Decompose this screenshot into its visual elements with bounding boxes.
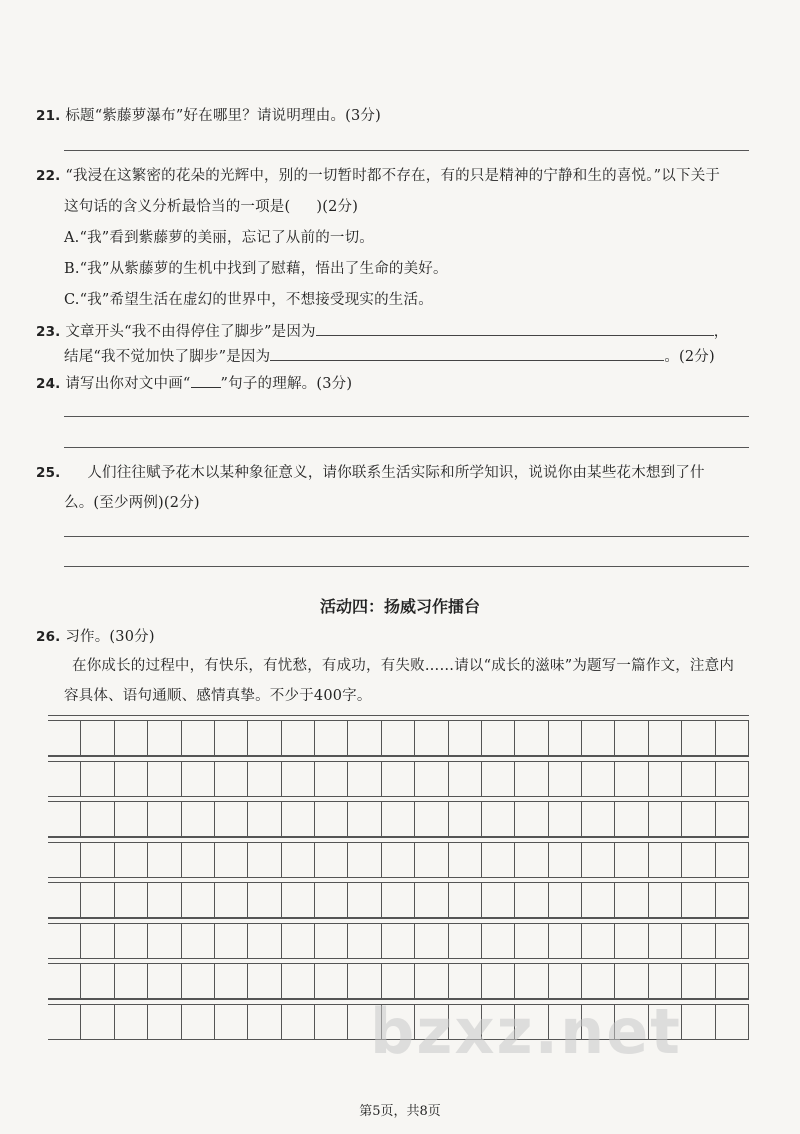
grid-cell[interactable] xyxy=(415,762,448,796)
grid-cell[interactable] xyxy=(716,1005,749,1039)
grid-cell[interactable] xyxy=(115,843,148,877)
grid-cell[interactable] xyxy=(81,802,114,836)
grid-cell[interactable] xyxy=(115,1005,148,1039)
grid-cell[interactable] xyxy=(615,762,648,796)
grid-cell[interactable] xyxy=(482,762,515,796)
grid-cell[interactable] xyxy=(148,843,181,877)
question-number: 25. xyxy=(36,465,61,481)
grid-cell[interactable] xyxy=(282,843,315,877)
grid-cell[interactable] xyxy=(682,883,715,917)
grid-cell[interactable] xyxy=(382,762,415,796)
grid-cell[interactable] xyxy=(215,924,248,958)
grid-cell[interactable] xyxy=(115,762,148,796)
underline-marker xyxy=(191,375,221,388)
section-title: 活动四：扬威习作擂台 xyxy=(319,597,480,616)
grid-cell[interactable] xyxy=(248,883,281,917)
grid-cell[interactable] xyxy=(315,964,348,998)
grid-cell[interactable] xyxy=(382,883,415,917)
grid-cell[interactable] xyxy=(449,802,482,836)
grid-cell[interactable] xyxy=(482,843,515,877)
grid-cell[interactable] xyxy=(449,924,482,958)
grid-cell[interactable] xyxy=(515,762,548,796)
question-text: 人们往往赋予花木以某种象征意义，请你联系生活实际和所学知识，说说你由某些花木想到了什 xyxy=(87,465,705,481)
grid-row-separator xyxy=(48,796,749,797)
question-number: 24. xyxy=(36,376,61,392)
grid-row xyxy=(48,720,749,756)
grid-cell[interactable] xyxy=(582,762,615,796)
grid-row xyxy=(48,963,749,999)
grid-cell[interactable] xyxy=(515,721,548,755)
grid-cell[interactable] xyxy=(415,883,448,917)
grid-cell[interactable] xyxy=(582,924,615,958)
grid-cell[interactable] xyxy=(248,843,281,877)
grid-cell[interactable] xyxy=(215,1005,248,1039)
grid-cell[interactable] xyxy=(315,883,348,917)
question-text: 这句话的含义分析最恰当的一项是( xyxy=(64,199,291,215)
grid-cell[interactable] xyxy=(649,802,682,836)
grid-cell[interactable] xyxy=(348,843,381,877)
grid-cell[interactable] xyxy=(282,762,315,796)
option-c[interactable]: C.“我”希望生活在虚幻的世界中，不想接受现实的生活。 xyxy=(64,292,433,308)
grid-row xyxy=(48,801,749,837)
grid-cell[interactable] xyxy=(182,721,215,755)
grid-cell[interactable] xyxy=(615,802,648,836)
question-text: 文章开头“我不由得停住了脚步”是因为 xyxy=(65,324,316,340)
grid-cell[interactable] xyxy=(248,964,281,998)
grid-cell[interactable] xyxy=(48,924,81,958)
question-22 xyxy=(36,166,720,186)
grid-cell[interactable] xyxy=(716,762,749,796)
grid-cell[interactable] xyxy=(382,843,415,877)
grid-cell[interactable] xyxy=(449,762,482,796)
grid-cell[interactable] xyxy=(182,924,215,958)
grid-cell[interactable] xyxy=(48,843,81,877)
grid-cell[interactable] xyxy=(215,762,248,796)
grid-cell[interactable] xyxy=(148,762,181,796)
grid-cell[interactable] xyxy=(682,843,715,877)
grid-cell[interactable] xyxy=(348,964,381,998)
grid-cell[interactable] xyxy=(449,721,482,755)
grid-cell[interactable] xyxy=(81,762,114,796)
grid-cell[interactable] xyxy=(115,964,148,998)
grid-row-separator xyxy=(48,918,749,919)
page-footer: 第5页，共8页 xyxy=(359,1104,441,1119)
grid-cell[interactable] xyxy=(415,964,448,998)
grid-cell[interactable] xyxy=(48,762,81,796)
grid-cell[interactable] xyxy=(682,762,715,796)
grid-cell[interactable] xyxy=(248,762,281,796)
prompt-line1: 在你成长的过程中，有快乐，有忧愁，有成功，有失败……请以“成长的滋味”为题写一篇作文，注意内 xyxy=(72,658,735,674)
grid-cell[interactable] xyxy=(81,843,114,877)
grid-cell[interactable] xyxy=(48,964,81,998)
watermark: bzxz.net xyxy=(370,995,682,1068)
grid-cell[interactable] xyxy=(649,721,682,755)
grid-cell[interactable] xyxy=(515,924,548,958)
question-23-line2 xyxy=(64,346,715,367)
grid-cell[interactable] xyxy=(682,1005,715,1039)
grid-cell[interactable] xyxy=(549,924,582,958)
question-24 xyxy=(36,374,352,394)
question-text: 标题“紫藤萝瀑布”好在哪里？请说明理由。(3分) xyxy=(65,108,381,124)
grid-cell[interactable] xyxy=(248,1005,281,1039)
grid-cell[interactable] xyxy=(315,843,348,877)
question-number: 21. xyxy=(36,108,61,124)
grid-cell[interactable] xyxy=(215,964,248,998)
question-score: 。(2分) xyxy=(664,349,715,365)
grid-cell[interactable] xyxy=(115,883,148,917)
grid-cell[interactable] xyxy=(615,721,648,755)
question-number: 26. xyxy=(36,629,61,645)
grid-cell[interactable] xyxy=(382,924,415,958)
grid-cell[interactable] xyxy=(148,924,181,958)
grid-row-separator xyxy=(48,877,749,878)
grid-cell[interactable] xyxy=(682,802,715,836)
grid-cell[interactable] xyxy=(482,964,515,998)
grid-cell[interactable] xyxy=(215,721,248,755)
question-score: )(2分) xyxy=(316,199,359,215)
grid-cell[interactable] xyxy=(215,883,248,917)
question-text: “我浸在这繁密的花朵的光辉中，别的一切暂时都不存在，有的只是精神的宁静和生的喜悦。”以下关于 xyxy=(65,168,721,184)
grid-cell[interactable] xyxy=(716,964,749,998)
grid-cell[interactable] xyxy=(315,762,348,796)
grid-cell[interactable] xyxy=(649,762,682,796)
grid-cell[interactable] xyxy=(515,964,548,998)
grid-cell[interactable] xyxy=(716,924,749,958)
grid-cell[interactable] xyxy=(148,883,181,917)
grid-cell[interactable] xyxy=(282,883,315,917)
prompt-line2: 容具体、语句通顺、感情真挚。不少于400字。 xyxy=(64,688,372,704)
grid-cell[interactable] xyxy=(315,802,348,836)
question-text: 结尾“我不觉加快了脚步”是因为 xyxy=(64,349,271,365)
grid-cell[interactable] xyxy=(282,1005,315,1039)
grid-cell[interactable] xyxy=(248,924,281,958)
grid-cell[interactable] xyxy=(115,924,148,958)
grid-cell[interactable] xyxy=(282,924,315,958)
grid-row xyxy=(48,761,749,797)
grid-cell[interactable] xyxy=(182,883,215,917)
grid-cell[interactable] xyxy=(282,721,315,755)
question-number: 22. xyxy=(36,168,61,184)
grid-cell[interactable] xyxy=(182,802,215,836)
grid-cell[interactable] xyxy=(482,721,515,755)
grid-cell[interactable] xyxy=(615,843,648,877)
grid-cell[interactable] xyxy=(248,721,281,755)
grid-cell[interactable] xyxy=(582,883,615,917)
question-text: ”句子的理解。(3分) xyxy=(220,376,353,392)
grid-cell[interactable] xyxy=(48,802,81,836)
grid-cell[interactable] xyxy=(615,883,648,917)
grid-cell[interactable] xyxy=(81,1005,114,1039)
grid-cell[interactable] xyxy=(348,721,381,755)
grid-cell[interactable] xyxy=(682,924,715,958)
grid-cell[interactable] xyxy=(282,964,315,998)
grid-cell[interactable] xyxy=(182,964,215,998)
grid-cell[interactable] xyxy=(716,883,749,917)
answer-blank[interactable] xyxy=(270,346,664,361)
grid-cell[interactable] xyxy=(182,843,215,877)
answer-blank[interactable] xyxy=(316,321,714,336)
answer-line[interactable] xyxy=(64,150,749,151)
answer-line[interactable] xyxy=(64,566,749,567)
grid-cell[interactable] xyxy=(182,1005,215,1039)
grid-cell[interactable] xyxy=(549,964,582,998)
grid-cell[interactable] xyxy=(282,802,315,836)
grid-cell[interactable] xyxy=(549,802,582,836)
grid-cell[interactable] xyxy=(482,802,515,836)
grid-cell[interactable] xyxy=(215,802,248,836)
grid-row-separator xyxy=(48,756,749,757)
grid-row-separator xyxy=(48,958,749,959)
grid-cell[interactable] xyxy=(582,843,615,877)
grid-cell[interactable] xyxy=(81,964,114,998)
grid-cell[interactable] xyxy=(482,883,515,917)
grid-cell[interactable] xyxy=(415,924,448,958)
grid-cell[interactable] xyxy=(716,721,749,755)
question-23 xyxy=(36,321,728,342)
option-a[interactable]: A.“我”看到紫藤萝的美丽，忘记了从前的一切。 xyxy=(64,230,375,246)
question-22-line2 xyxy=(64,197,358,217)
grid-cell[interactable] xyxy=(649,883,682,917)
grid-cell[interactable] xyxy=(649,924,682,958)
grid-cell[interactable] xyxy=(382,964,415,998)
grid-cell[interactable] xyxy=(115,721,148,755)
grid-cell[interactable] xyxy=(449,843,482,877)
grid-cell[interactable] xyxy=(81,721,114,755)
grid-cell[interactable] xyxy=(315,1005,348,1039)
grid-cell[interactable] xyxy=(582,802,615,836)
grid-cell[interactable] xyxy=(549,762,582,796)
option-b[interactable]: B.“我”从紫藤萝的生机中找到了慰藉，悟出了生命的美好。 xyxy=(64,261,448,277)
grid-cell[interactable] xyxy=(515,883,548,917)
question-text: 请写出你对文中画“ xyxy=(65,376,191,392)
answer-line[interactable] xyxy=(64,536,749,537)
grid-cell[interactable] xyxy=(182,762,215,796)
grid-cell[interactable] xyxy=(81,883,114,917)
grid-cell[interactable] xyxy=(415,721,448,755)
grid-cell[interactable] xyxy=(615,924,648,958)
grid-cell[interactable] xyxy=(81,924,114,958)
question-21 xyxy=(36,106,381,126)
grid-cell[interactable] xyxy=(348,762,381,796)
grid-cell[interactable] xyxy=(716,802,749,836)
question-25-line2: 么。(至少两例)(2分) xyxy=(64,495,200,511)
grid-cell[interactable] xyxy=(48,721,81,755)
grid-row-separator xyxy=(48,837,749,838)
grid-cell[interactable] xyxy=(449,964,482,998)
grid-cell[interactable] xyxy=(515,843,548,877)
grid-cell[interactable] xyxy=(382,721,415,755)
grid-cell[interactable] xyxy=(248,802,281,836)
grid-cell[interactable] xyxy=(115,802,148,836)
grid-cell[interactable] xyxy=(48,883,81,917)
answer-line[interactable] xyxy=(64,416,749,417)
question-number: 23. xyxy=(36,324,61,340)
grid-cell[interactable] xyxy=(615,964,648,998)
punctuation: ， xyxy=(713,324,729,340)
grid-cell[interactable] xyxy=(549,883,582,917)
grid-cell[interactable] xyxy=(682,964,715,998)
grid-cell[interactable] xyxy=(348,924,381,958)
grid-cell[interactable] xyxy=(415,843,448,877)
grid-cell[interactable] xyxy=(215,843,248,877)
grid-cell[interactable] xyxy=(649,843,682,877)
grid-cell[interactable] xyxy=(582,964,615,998)
grid-cell[interactable] xyxy=(148,964,181,998)
grid-cell[interactable] xyxy=(348,802,381,836)
question-25 xyxy=(36,463,705,483)
grid-cell[interactable] xyxy=(315,924,348,958)
grid-cell[interactable] xyxy=(515,802,548,836)
grid-cell[interactable] xyxy=(148,802,181,836)
question-title: 习作。(30分) xyxy=(65,629,155,645)
grid-cell[interactable] xyxy=(148,1005,181,1039)
grid-cell[interactable] xyxy=(48,1005,81,1039)
grid-cell[interactable] xyxy=(716,843,749,877)
grid-row-separator xyxy=(48,715,749,716)
grid-cell[interactable] xyxy=(482,924,515,958)
grid-cell[interactable] xyxy=(549,721,582,755)
answer-line[interactable] xyxy=(64,447,749,448)
grid-cell[interactable] xyxy=(449,883,482,917)
grid-cell[interactable] xyxy=(315,721,348,755)
grid-cell[interactable] xyxy=(148,721,181,755)
grid-cell[interactable] xyxy=(582,721,615,755)
grid-cell[interactable] xyxy=(549,843,582,877)
grid-row xyxy=(48,882,749,918)
grid-cell[interactable] xyxy=(682,721,715,755)
grid-cell[interactable] xyxy=(415,802,448,836)
grid-cell[interactable] xyxy=(649,964,682,998)
grid-cell[interactable] xyxy=(382,802,415,836)
grid-cell[interactable] xyxy=(348,883,381,917)
question-26 xyxy=(36,627,155,647)
grid-row xyxy=(48,923,749,959)
grid-row xyxy=(48,842,749,878)
